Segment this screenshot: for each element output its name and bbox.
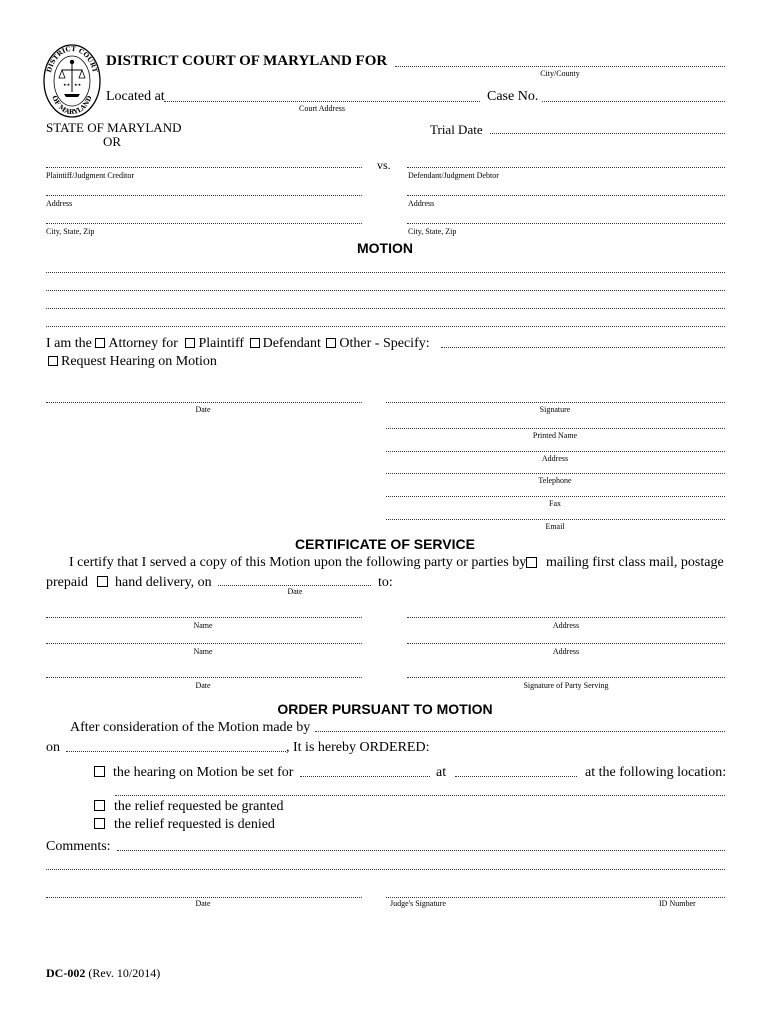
motion-line-1[interactable]: [46, 272, 725, 273]
certify-text: I certify that I served a copy of this Motion upon the following party or parties by: [69, 555, 527, 570]
printed-name-label: Printed Name: [532, 431, 578, 440]
trial-date-field[interactable]: [490, 133, 725, 134]
hereby-ordered-label: , It is hereby ORDERED:: [286, 740, 430, 755]
request-hearing-label: Request Hearing on Motion: [61, 354, 217, 369]
other-checkbox[interactable]: [326, 338, 336, 348]
telephone-label: Telephone: [538, 476, 572, 485]
motion-title: MOTION: [357, 240, 413, 256]
plaintiff-address-field[interactable]: [46, 195, 362, 196]
served-address-2-field[interactable]: [407, 643, 725, 644]
signature-label: Signature: [539, 405, 571, 414]
plaintiff-address-label: Address: [46, 199, 73, 208]
telephone-field[interactable]: [386, 473, 725, 474]
defendant-address-field[interactable]: [407, 195, 725, 196]
seal-text-top: DISTRICT COURT: [44, 44, 100, 74]
trial-date-label: Trial Date: [430, 122, 483, 137]
mailing-label: mailing first class mail, postage: [546, 555, 724, 570]
form-footer: [46, 966, 160, 981]
attorney-checkbox[interactable]: [95, 338, 105, 348]
defendant-label: Defendant: [262, 336, 321, 351]
case-no-label: Case No.: [487, 89, 539, 104]
at-label: at: [436, 765, 447, 780]
or-label: OR: [103, 134, 122, 149]
order-on-date-field[interactable]: [66, 751, 286, 752]
attorney-for-label: Attorney for: [108, 336, 178, 351]
party-serving-signature-field[interactable]: [407, 677, 725, 678]
served-name-1-label: Name: [193, 621, 213, 630]
certificate-date-label: Date: [195, 681, 211, 690]
defendant-checkbox[interactable]: [250, 338, 260, 348]
defendant-field[interactable]: [407, 167, 725, 168]
i-am-the-label: I am the: [46, 336, 92, 351]
certificate-date-field[interactable]: [46, 677, 362, 678]
attorney-address-label: Address: [541, 454, 569, 463]
signature-field[interactable]: [386, 402, 725, 403]
form-revision: (Rev. 10/2014): [88, 966, 161, 980]
defendant-city-field[interactable]: [407, 223, 725, 224]
hearing-set-checkbox[interactable]: [94, 766, 105, 777]
motion-line-4[interactable]: [46, 326, 725, 327]
plaintiff-label: Plaintiff: [198, 336, 245, 351]
email-label: Email: [545, 522, 565, 531]
fax-label: Fax: [549, 499, 561, 508]
service-date-field[interactable]: [218, 585, 371, 586]
seal-text-bottom: OF MARYLAND: [50, 94, 94, 117]
plaintiff-city-field[interactable]: [46, 223, 362, 224]
relief-granted-checkbox[interactable]: [94, 800, 105, 811]
court-title: DISTRICT COURT OF MARYLAND FOR: [106, 53, 388, 69]
request-hearing-checkbox[interactable]: [48, 356, 58, 366]
defendant-address-label: Address: [408, 199, 435, 208]
request-hearing-row: [48, 354, 217, 370]
served-address-2-label: Address: [552, 647, 580, 656]
comments-field-1[interactable]: [117, 850, 725, 851]
comments-field-2[interactable]: [46, 869, 725, 870]
relief-denied-checkbox[interactable]: [94, 818, 105, 829]
served-address-1-field[interactable]: [407, 617, 725, 618]
plaintiff-label: Plaintiff/Judgment Creditor: [46, 171, 135, 180]
other-specify-field[interactable]: [441, 347, 725, 348]
fax-field[interactable]: [386, 496, 725, 497]
order-title: ORDER PURSUANT TO MOTION: [277, 701, 493, 717]
prepaid-label: prepaid: [46, 575, 88, 590]
order-date-field[interactable]: [46, 897, 362, 898]
id-number-label: ID Number: [659, 899, 696, 908]
i-am-the-row: [46, 336, 430, 352]
served-address-1-label: Address: [552, 621, 580, 630]
city-county-field[interactable]: [395, 66, 725, 67]
defendant-city-label: City, State, Zip: [408, 227, 457, 236]
case-no-field[interactable]: [542, 101, 725, 102]
following-location-label: at the following location:: [585, 765, 727, 780]
judge-signature-label: Judge's Signature: [390, 899, 446, 908]
court-seal-icon: [43, 44, 101, 118]
hand-delivery-label: hand delivery, on: [115, 575, 212, 590]
state-of-maryland: STATE OF MARYLAND: [46, 120, 182, 135]
defendant-label: Defendant/Judgment Debtor: [408, 171, 499, 180]
svg-text:★★: ★★: [74, 82, 82, 87]
attorney-address-field[interactable]: [386, 451, 725, 452]
plaintiff-city-label: City, State, Zip: [46, 227, 95, 236]
svg-text:★★: ★★: [63, 82, 71, 87]
motion-date-label: Date: [195, 405, 211, 414]
hearing-date-field[interactable]: [300, 776, 430, 777]
motion-date-field[interactable]: [46, 402, 362, 403]
served-name-2-field[interactable]: [46, 643, 362, 644]
svg-text:OF MARYLAND: [50, 94, 94, 116]
printed-name-field[interactable]: [386, 428, 725, 429]
court-address-field[interactable]: [164, 101, 480, 102]
form-number: DC-002: [46, 966, 86, 980]
hand-delivery-checkbox[interactable]: [97, 576, 108, 587]
email-field[interactable]: [386, 519, 725, 520]
on-label: on: [46, 740, 60, 755]
motion-line-3[interactable]: [46, 308, 725, 309]
mailing-checkbox[interactable]: [526, 557, 537, 568]
hearing-set-label: the hearing on Motion be set for: [113, 765, 294, 780]
court-address-label: Court Address: [299, 104, 345, 113]
party-serving-signature-label: Signature of Party Serving: [523, 681, 609, 690]
located-at-label: Located at: [106, 89, 165, 104]
motion-line-2[interactable]: [46, 290, 725, 291]
judge-signature-field[interactable]: [386, 897, 725, 898]
plaintiff-field[interactable]: [46, 167, 362, 168]
other-specify-label: Other - Specify:: [339, 336, 430, 351]
order-date-label: Date: [195, 899, 211, 908]
relief-granted-label: the relief requested be granted: [114, 799, 284, 814]
certificate-title: CERTIFICATE OF SERVICE: [295, 536, 475, 552]
comments-label: Comments:: [46, 839, 111, 854]
hearing-location-field[interactable]: [115, 795, 725, 796]
relief-denied-label: the relief requested is denied: [114, 817, 275, 832]
after-consideration-label: After consideration of the Motion made by: [70, 720, 311, 735]
to-label: to:: [378, 575, 393, 590]
hearing-time-field[interactable]: [455, 776, 577, 777]
served-name-1-field[interactable]: [46, 617, 362, 618]
served-name-2-label: Name: [193, 647, 213, 656]
motion-made-by-field[interactable]: [315, 731, 725, 732]
plaintiff-checkbox[interactable]: [185, 338, 195, 348]
service-date-label: Date: [287, 587, 303, 596]
vs-label: vs.: [377, 158, 391, 172]
city-county-label: City/County: [540, 69, 580, 78]
